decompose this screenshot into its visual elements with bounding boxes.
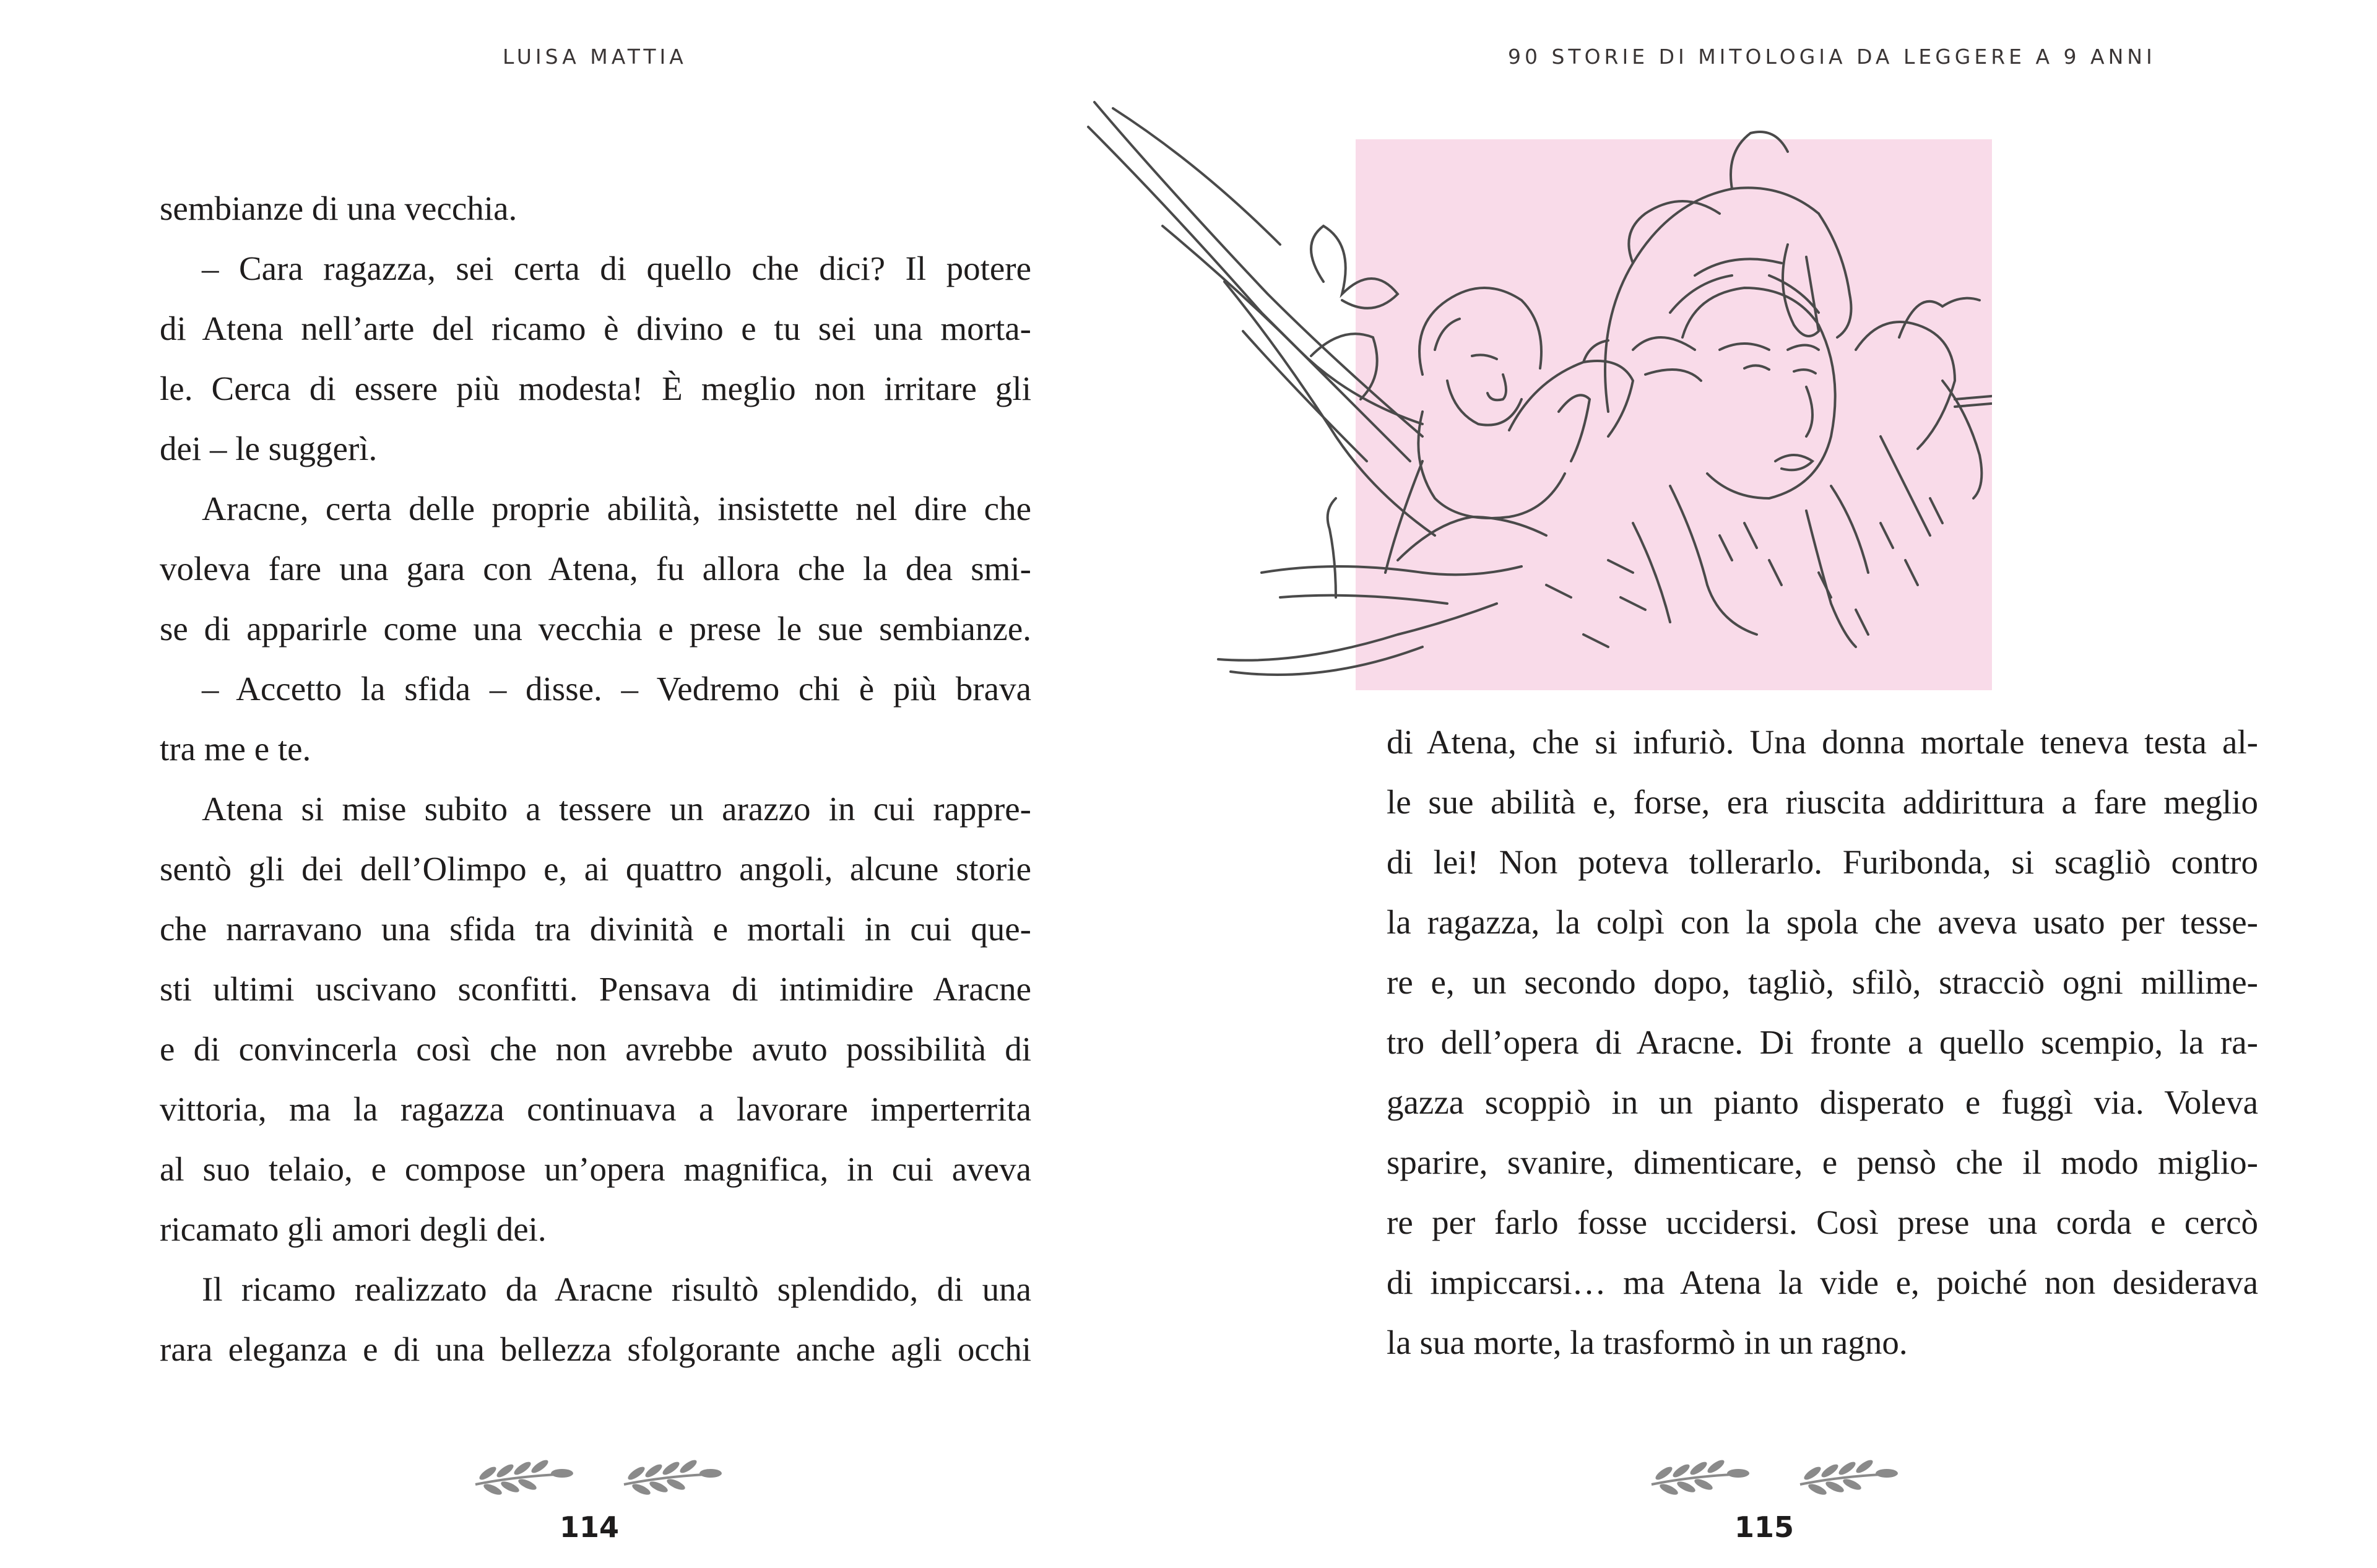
text-line: la ragazza, la colpì con la spola che aveva usato per tesse-	[1387, 903, 2258, 941]
left-page	[0, 0, 1188, 1568]
page-number: 114	[559, 1510, 620, 1544]
text-line: le sue abilità e, forse, era riuscita addirittura a fare meglio	[1387, 783, 2258, 821]
text-line: di Atena, che si infuriò. Una donna mortale teneva testa al-	[1387, 723, 2258, 761]
text-line: re per farlo fosse uccidersi. Così prese una corda e cercò	[1387, 1203, 2258, 1241]
running-head-title: 90 STORIE DI MITOLOGIA DA LEGGERE A 9 ANNI	[1508, 45, 2156, 69]
text-line: dei – le suggerì.	[160, 430, 378, 467]
text-line: di lei! Non poteva tollerarlo. Furibonda, si scagliò contro	[1387, 843, 2258, 881]
text-line: gazza scoppiò in un pianto disperato e fuggì via. Voleva	[1387, 1083, 2258, 1121]
text-line: sti ultimi uscivano sconfitti. Pensava di intimidire Aracne	[160, 970, 1031, 1008]
text-line: le. Cerca di essere più modesta! È meglio non irritare gli	[160, 370, 1031, 407]
text-line: sparire, svanire, dimenticare, e pensò che il modo miglio-	[1387, 1143, 2258, 1181]
text-line: ricamato gli amori degli dei.	[160, 1210, 547, 1248]
text-line: al suo telaio, e compose un’opera magnifica, in cui aveva	[160, 1150, 1031, 1188]
laurel-branch-right-icon	[1800, 1458, 1898, 1497]
text-line: sentò gli dei dell’Olimpo e, ai quattro angoli, alcune storie	[160, 850, 1031, 888]
text-line: tra me e te.	[160, 730, 311, 768]
laurel-branch-left-icon	[1652, 1458, 1749, 1497]
text-line: – Cara ragazza, sei certa di quello che dici? Il potere	[202, 249, 1031, 287]
pink-background	[1356, 139, 1992, 690]
text-line: di impiccarsi… ma Atena la vide e, poiché non desiderava	[1387, 1263, 2258, 1301]
text-line: la sua morte, la trasformò in un ragno.	[1387, 1323, 1908, 1361]
right-body-text	[1387, 712, 2258, 1372]
laurel-ornament	[463, 1446, 723, 1502]
text-line: e di convincerla così che non avrebbe avuto possibilità di	[160, 1030, 1031, 1068]
text-line: se di apparirle come una vecchia e prese le sue sembianze.	[160, 610, 1031, 648]
text-line: Il ricamo realizzato da Aracne risultò splendido, di una	[202, 1270, 1031, 1308]
laurel-ornament	[1639, 1446, 1899, 1502]
athena-arachne-illustration	[1076, 90, 1992, 709]
text-line: sembianze di una vecchia.	[160, 189, 517, 227]
text-line: vittoria, ma la ragazza continuava a lavorare imperterrita	[160, 1090, 1031, 1128]
left-body-text	[160, 178, 1031, 1379]
text-line: re e, un secondo dopo, tagliò, sfilò, stracciò ogni millime-	[1387, 963, 2258, 1001]
running-head-author: LUISA MATTIA	[503, 45, 687, 69]
text-line: – Accetto la sfida – disse. – Vedremo chi è più brava	[202, 670, 1031, 708]
text-line: tro dell’opera di Aracne. Di fronte a quello scempio, la ra-	[1387, 1023, 2258, 1061]
text-line: che narravano una sfida tra divinità e mortali in cui que-	[160, 910, 1031, 948]
text-line: rara eleganza e di una bellezza sfolgorante anche agli occhi	[160, 1330, 1031, 1368]
text-line: Aracne, certa delle proprie abilità, insistette nel dire che	[202, 490, 1031, 527]
page-number: 115	[1734, 1510, 1795, 1544]
laurel-branch-left-icon	[475, 1458, 573, 1497]
laurel-branch-right-icon	[624, 1458, 722, 1497]
text-line: Atena si mise subito a tessere un arazzo in cui rappre-	[202, 790, 1031, 828]
text-line: voleva fare una gara con Atena, fu allora che la dea smi-	[160, 550, 1031, 587]
text-line: di Atena nell’arte del ricamo è divino e tu sei una morta-	[160, 310, 1031, 347]
